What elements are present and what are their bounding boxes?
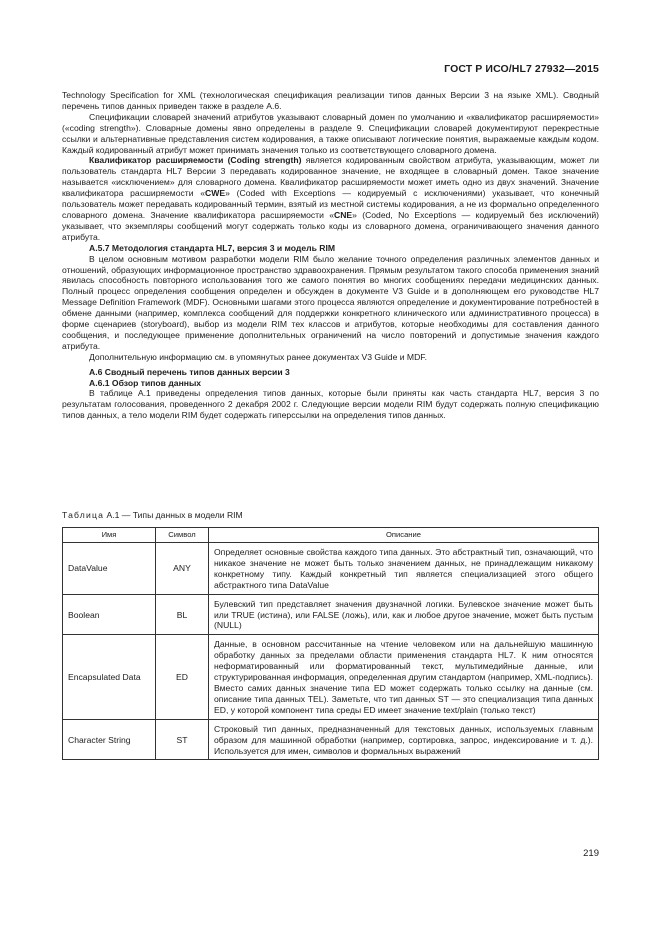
text-run: является кодированным свойством атрибута, указывающим, может ли пользователь стандарта HL7 Версии 3 передавать кодированное значение, не входящее в словарный домен. Такое значение называется «исключением» для словарного домена. Квалификатор расширяемости может иметь одно из двух значений. Значение квалификатора расширяемости «	[62, 155, 599, 199]
page-number: 219	[583, 848, 599, 859]
section-heading: A.6 Сводный перечень типов данных версии 3	[89, 366, 290, 377]
table-row	[63, 635, 599, 719]
column-header-symbol: Символ	[156, 528, 209, 543]
cell-symbol: ST	[156, 719, 209, 760]
body-text	[62, 90, 599, 421]
paragraph	[62, 155, 599, 242]
data-types-table	[62, 527, 599, 760]
cell-symbol: ANY	[156, 543, 209, 595]
table-header-row	[63, 528, 599, 543]
cell-name: Character String	[63, 719, 156, 760]
term-bold: Квалификатор расширяемости (Coding strength)	[89, 155, 302, 166]
column-header-description: Описание	[209, 528, 599, 543]
cell-description: Строковый тип данных, предназначенный для текстовых данных, используемых главным образом для машинной обработки (например, сортировка, запрос, индексирование и т. д.). Используется для имен, символов и формальных выражений	[209, 719, 599, 760]
paragraph: В целом основным мотивом разработки модели RIM было желание точного определения различных элементов данных и отношений, образующих информационное пространство здравоохранения. Прямым результатом такого способа применения знаний явилась способность повторного использования того же самого понятия во многих сообщениях передачи медицинских данных. Полный процесс определения сообщения определен и обсужден в документе V3 Guide и в дополняющем его руководстве HL7 Message Definition Framework (MDF). Основными шагами этого процесса являются определение и документирование потребностей в обмене данными (например, комплекса сообщений для поддержки конкретного клинического или административного процесса) в форме сценариев (storyboard), выбор из модели RIM тех классов и атрибутов, которые необходимы для составления данного сообщения, и последующее применение дополнительных ограничений на число повторений и допустимые значения каждого атрибута.	[62, 253, 599, 351]
table-row	[63, 594, 599, 635]
paragraph: Technology Specification for XML (технологическая спецификация реализации типов данных Версии 3 на языке XML). Сводный перечень типов данных приведен также в разделе A.6.	[62, 90, 599, 111]
table-row	[63, 719, 599, 760]
document-header: ГОСТ Р ИСО/HL7 27932—2015	[444, 63, 599, 75]
paragraph: В таблице A.1 приведены определения типов данных, которые были приняты как часть стандарта HL7, версия 3 по результатам голосования, проведенного 2 декабря 2002 г. Следующие версии модели RIM будут содержать полную спецификацию типов данных, а тело модели RIM будет содержать гиперссылки на определения типов данных.	[62, 388, 599, 421]
cell-name: Encapsulated Data	[63, 635, 156, 719]
cell-symbol: ED	[156, 635, 209, 719]
paragraph: Дополнительную информацию см. в упомянутых ранее документах V3 Guide и MDF.	[89, 351, 427, 362]
cell-name: Boolean	[63, 594, 156, 635]
table-caption	[62, 510, 243, 521]
paragraph: Спецификации словарей значений атрибутов указывают словарный домен по умолчанию и «квалификатор расширяемости» («coding strength»). Словарные домены явно определены в разделе 9. Спецификации словарей документируют перекрестные ссылки и альтернативные представления систем кодирования, а также описывают логические понятия, выражаемые каждым кодом. Каждый кодированный атрибут может принимать значения только из соответствующего словарного домена.	[62, 111, 599, 155]
caption-prefix: Таблица	[62, 510, 105, 520]
term-cne: CNE	[333, 209, 353, 220]
cell-description: Определяет основные свойства каждого типа данных. Это абстрактный тип, означающий, что никакое значение не может быть только значением данных, не принадлежащим никакому конкретному типу. Каждый конкретный тип является специализацией этого общего абстрактного типа DataValue	[209, 543, 599, 595]
cell-name: DataValue	[63, 543, 156, 595]
table-row	[63, 543, 599, 595]
cell-description: Булевский тип представляет значения двузначной логики. Булевское значение может быть или TRUE (истина), или FALSE (ложь), или, как и любое другое значение, может быть пустым (NULL)	[209, 594, 599, 635]
column-header-name: Имя	[63, 528, 156, 543]
caption-text: A.1 — Типы данных в модели RIM	[104, 510, 243, 520]
term-cwe: CWE	[205, 188, 226, 199]
section-heading: A.6.1 Обзор типов данных	[89, 377, 202, 388]
text-run: » (Coded, No Exceptions — кодируемый без исключений) указывает, что экземпляры сообщений могут содержать только коды из словарного домена, ограничивающего значения данного атрибута.	[62, 209, 599, 242]
text-run: » (Coded with Exceptions — кодируемый с исключениями) указывает, что конечный пользователь может передавать кодированный термин, взятый из местной системы кодирования, а не из формально определенного словарного домена. Значение квалификатора расширяемости «	[62, 188, 599, 220]
cell-description: Данные, в основном рассчитанные на чтение человеком или на дальнейшую машинную обработку данных за пределами области применения стандарта HL7. К ним относятся неформатированный или форматированный текст, мультимедийные данные, или структурированная информация, определенная другим стандартом (например, XML-подпись). Вместо самих данных значение типа ED может содержать только ссылку на данные (см. описание типа данных TEL). Заметьте, что тип данных ST — это специализация типа данных ED, у которой компонент типа среды ED имеет значение text/plain (только текст)	[209, 635, 599, 719]
cell-symbol: BL	[156, 594, 209, 635]
section-heading: A.5.7 Методология стандарта HL7, версия 3 и модель RIM	[89, 242, 336, 253]
